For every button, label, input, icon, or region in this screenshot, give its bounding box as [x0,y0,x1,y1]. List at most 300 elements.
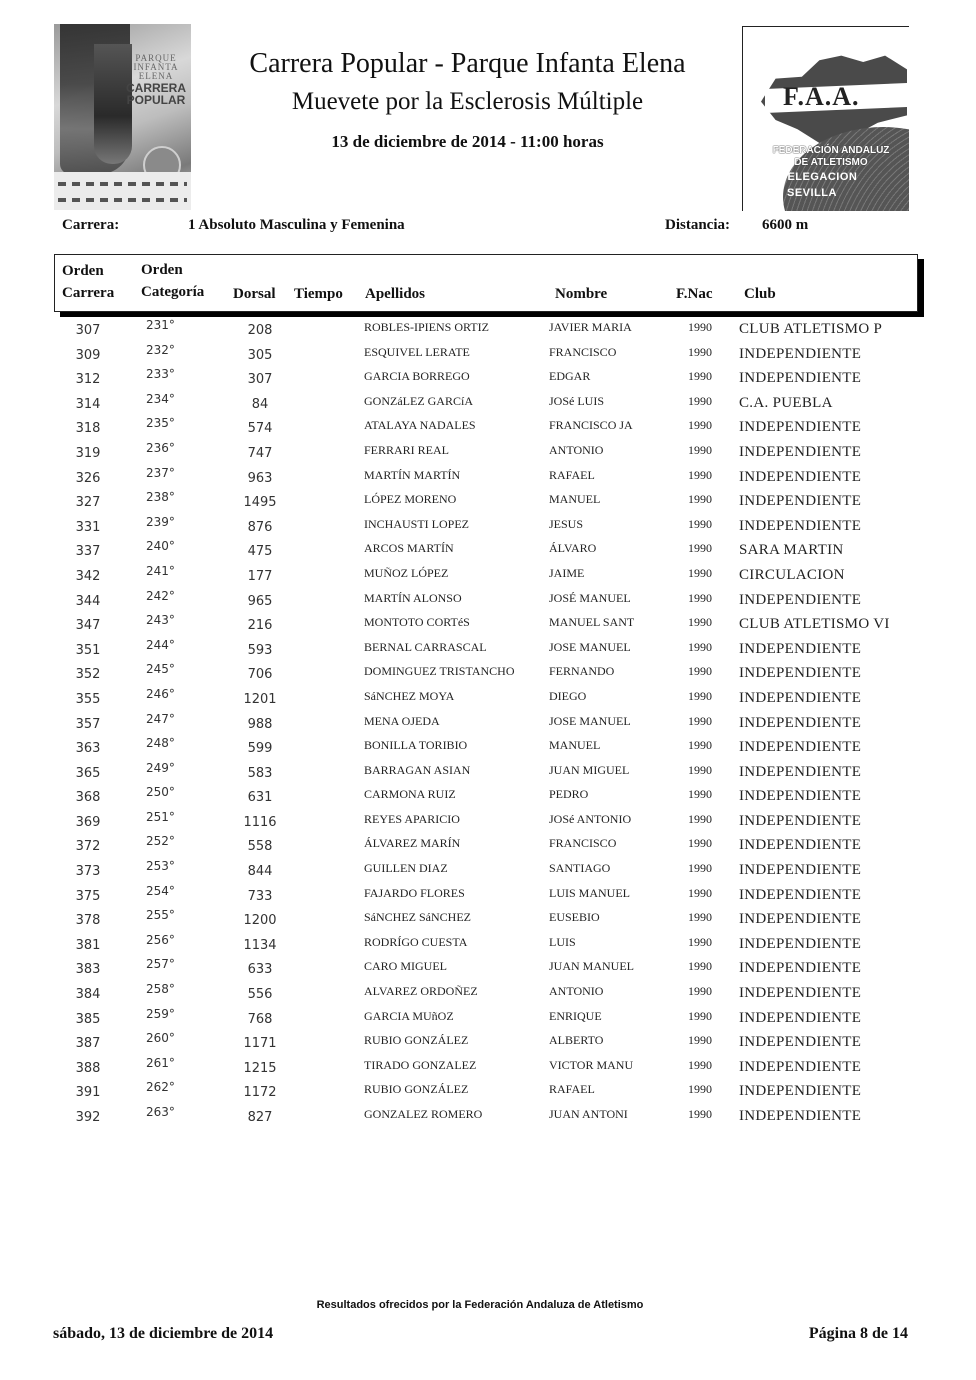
cell-fnac: 1990 [688,861,712,876]
cell-orden-categoria: 242° [146,588,175,603]
cell-club: INDEPENDIENTE [739,812,862,829]
cell-fnac: 1990 [688,590,712,605]
faa-line-3: DELEGACION [779,171,858,183]
cell-nombre: DIEGO [549,688,587,703]
cell-apellidos: GARCIA MUñOZ [364,1008,454,1023]
cell-fnac: 1990 [688,615,712,630]
cell-club: INDEPENDIENTE [739,689,862,706]
cell-fnac: 1990 [688,467,712,482]
cell-dorsal: 963 [247,470,273,486]
cell-orden-carrera: 383 [75,962,101,978]
cell-dorsal: 558 [247,839,273,855]
cell-dorsal: 747 [247,445,273,461]
carrera-label: Carrera: [62,217,120,233]
cell-dorsal: 876 [247,519,273,535]
column-header-line: Orden [62,263,104,279]
column-header-line: Carrera [62,285,115,301]
cell-orden-carrera: 381 [75,937,101,953]
cell-orden-carrera: 331 [75,519,101,535]
faa-logo [742,26,909,211]
cell-orden-categoria: 261° [146,1055,175,1070]
table-row [0,466,976,491]
cell-orden-carrera: 375 [75,888,101,904]
cell-apellidos: ATALAYA NADALES [364,418,476,433]
cell-dorsal: 633 [247,962,273,978]
cell-orden-categoria: 257° [146,957,175,972]
cell-orden-categoria: 246° [146,686,175,701]
cell-club: INDEPENDIENTE [739,1108,862,1124]
cell-nombre: JUAN MIGUEL [549,762,630,777]
table-row [0,736,976,761]
cell-orden-categoria: 263° [146,1105,175,1119]
cell-fnac: 1990 [688,1057,712,1072]
faa-acronym: F.A.A. [783,82,860,111]
table-row [0,933,976,958]
cell-apellidos: SáNCHEZ MOYA [364,688,455,703]
cell-apellidos: ALVAREZ ORDOÑEZ [364,984,478,999]
cell-fnac: 1990 [688,369,712,384]
cell-orden-categoria: 247° [146,711,175,726]
cell-nombre: SANTIAGO [549,861,611,876]
cell-apellidos: ARCOS MARTÍN [364,541,454,556]
cell-orden-carrera: 363 [75,741,101,757]
cell-apellidos: INCHAUSTI LOPEZ [364,516,469,531]
cell-fnac: 1990 [688,639,712,654]
cell-dorsal: 599 [247,741,273,757]
faa-federation-text [753,145,909,169]
table-row [0,982,976,1007]
cell-orden-carrera: 378 [75,913,101,929]
column-header-line: Orden [141,262,183,278]
column-header-tiempo: Tiempo [294,286,343,302]
poster-sponsor-strip [54,172,191,210]
cell-apellidos: TIRADO GONZALEZ [364,1057,477,1072]
cell-orden-carrera: 347 [75,618,101,634]
cell-nombre: ANTONIO [549,984,604,999]
cell-orden-carrera: 327 [75,495,101,511]
cell-apellidos: GONZáLEZ GARCíA [364,393,473,408]
cell-orden-categoria: 258° [146,982,175,997]
cell-apellidos: MONTOTO CORTéS [364,615,470,630]
cell-apellidos: GUILLEN DIAZ [364,861,448,876]
cell-dorsal: 177 [247,568,273,584]
cell-orden-carrera: 352 [75,667,101,683]
cell-club: INDEPENDIENTE [739,443,862,460]
cell-fnac: 1990 [688,393,712,408]
cell-nombre: FRANCISCO [549,344,617,359]
cell-fnac: 1990 [688,713,712,728]
cell-apellidos: CARMONA RUIZ [364,787,456,802]
cell-dorsal: 574 [247,421,273,437]
cell-nombre: FRANCISCO [549,836,617,851]
cell-fnac: 1990 [688,787,712,802]
cell-nombre: JOSE MANUEL [549,713,631,728]
cell-orden-categoria: 243° [146,613,175,628]
cell-orden-carrera: 357 [75,716,101,732]
cell-orden-carrera: 351 [75,642,101,658]
cell-club: INDEPENDIENTE [739,837,862,854]
cell-nombre: RAFAEL [549,467,595,482]
cell-orden-categoria: 232° [146,342,175,357]
cell-dorsal: 556 [247,987,273,1003]
cell-apellidos: BARRAGAN ASIAN [364,762,471,777]
cell-club: INDEPENDIENTE [739,665,862,682]
cell-nombre: VICTOR MANU [549,1057,634,1072]
cell-dorsal: 844 [247,864,273,880]
cell-orden-carrera: 342 [75,568,101,584]
table-row [0,343,976,368]
cell-orden-carrera: 387 [75,1036,101,1052]
cell-fnac: 1990 [688,836,712,851]
cell-orden-categoria: 240° [146,539,175,554]
table-row [0,490,976,515]
cell-apellidos: FAJARDO FLORES [364,885,465,900]
cell-apellidos: RUBIO GONZÁLEZ [364,1082,469,1097]
cell-club: INDEPENDIENTE [739,345,862,362]
cell-apellidos: RODRÍGO CUESTA [364,934,468,949]
table-row [0,884,976,909]
table-row [0,564,976,589]
cell-orden-categoria: 239° [146,514,175,529]
table-row [0,589,976,614]
cell-club: INDEPENDIENTE [739,862,862,879]
column-header-line: Categoría [141,284,205,300]
cell-dorsal: 1201 [243,691,277,707]
cell-nombre: RAFAEL [549,1082,595,1097]
cell-orden-carrera: 373 [75,864,101,880]
cell-dorsal: 1116 [243,814,277,830]
cell-fnac: 1990 [688,910,712,925]
cell-fnac: 1990 [688,418,712,433]
column-header-dorsal: Dorsal [233,286,276,302]
cell-orden-carrera: 392 [75,1110,101,1125]
cell-orden-carrera: 312 [75,372,101,388]
cell-dorsal: 631 [247,790,273,806]
cell-apellidos: LÓPEZ MORENO [364,492,457,507]
cell-club: CLUB ATLETISMO VI [739,616,890,633]
faa-line-2: DE ATLETISMO [794,157,868,168]
cell-orden-carrera: 344 [75,593,101,609]
cell-fnac: 1990 [688,565,712,580]
table-row [0,785,976,810]
cell-fnac: 1990 [688,934,712,949]
cell-club: INDEPENDIENTE [739,1058,862,1075]
cell-nombre: JUAN ANTONI [549,1107,628,1121]
cell-dorsal: 1200 [243,913,277,929]
cell-apellidos: BERNAL CARRASCAL [364,639,487,654]
cell-orden-categoria: 234° [146,391,175,406]
table-row [0,1105,976,1130]
cell-nombre: JOSé ANTONIO [549,811,632,826]
cell-club: INDEPENDIENTE [739,886,862,903]
cell-dorsal: 988 [247,716,273,732]
cell-fnac: 1990 [688,811,712,826]
cell-club: INDEPENDIENTE [739,1083,862,1100]
cell-club: INDEPENDIENTE [739,370,862,387]
cell-orden-categoria: 259° [146,1006,175,1021]
cell-nombre: FRANCISCO JA [549,418,633,433]
cell-dorsal: 827 [247,1110,273,1125]
cell-dorsal: 216 [247,618,273,634]
cell-apellidos: MUÑOZ LÓPEZ [364,565,449,580]
cell-dorsal: 593 [247,642,273,658]
cell-fnac: 1990 [688,442,712,457]
cell-club: INDEPENDIENTE [739,468,862,485]
cell-apellidos: BONILLA TORIBIO [364,738,468,753]
cell-dorsal: 305 [247,347,273,363]
cell-apellidos: GARCIA BORREGO [364,369,470,384]
cell-club: INDEPENDIENTE [739,493,862,510]
cell-dorsal: 583 [247,765,273,781]
cell-orden-carrera: 319 [75,445,101,461]
cell-orden-carrera: 384 [75,987,101,1003]
cell-fnac: 1990 [688,1008,712,1023]
cell-orden-carrera: 307 [75,323,101,338]
cell-orden-carrera: 318 [75,421,101,437]
cell-fnac: 1990 [688,738,712,753]
cell-fnac: 1990 [688,959,712,974]
table-row [0,318,976,343]
page-subtitle: Muevete por la Esclerosis Múltiple [291,88,644,115]
cell-dorsal: 475 [247,544,273,560]
sponsor-logos-row [58,182,187,186]
table-header [54,254,918,312]
column-header-club: Club [744,286,776,302]
cell-fnac: 1990 [688,762,712,777]
cell-apellidos: ÁLVAREZ MARÍN [364,836,461,851]
cell-dorsal: 1215 [243,1060,277,1076]
cell-apellidos: DOMINGUEZ TRISTANCHO [364,664,515,679]
cell-nombre: ALBERTO [549,1033,604,1048]
cell-dorsal: 965 [247,593,273,609]
cell-nombre: MANUEL [549,492,601,507]
cell-club: INDEPENDIENTE [739,1034,862,1051]
column-header-apellidos: Apellidos [365,286,426,302]
cell-nombre: MANUEL SANT [549,615,635,630]
footer-credit: Resultados ofrecidos por la Federación Andaluza de Atletismo [316,1299,644,1311]
cell-fnac: 1990 [688,1033,712,1048]
cell-fnac: 1990 [688,1082,712,1097]
table-row [0,441,976,466]
carrera-value: 1 Absoluto Masculina y Femenina [188,217,405,233]
cell-club: INDEPENDIENTE [739,911,862,928]
cell-orden-carrera: 372 [75,839,101,855]
results-table-body [0,318,976,1130]
cell-apellidos: MARTÍN ALONSO [364,590,462,605]
column-header-nombre: Nombre [555,286,608,302]
cell-orden-categoria: 262° [146,1080,175,1095]
table-row [0,687,976,712]
cell-orden-categoria: 231° [146,318,175,332]
table-row [0,834,976,859]
cell-orden-categoria: 244° [146,637,175,652]
cell-orden-carrera: 314 [75,396,101,412]
cell-club: INDEPENDIENTE [739,763,862,780]
cell-apellidos: ROBLES-IPIENS ORTIZ [364,320,489,334]
cell-club: INDEPENDIENTE [739,739,862,756]
cell-fnac: 1990 [688,664,712,679]
cell-orden-categoria: 245° [146,662,175,677]
cell-orden-categoria: 250° [146,785,175,800]
cell-apellidos: FERRARI REAL [364,442,450,457]
column-header-orden-carrera [62,260,114,304]
column-header-fnac: F.Nac [676,286,713,302]
cell-dorsal: 84 [251,396,269,412]
table-row [0,515,976,540]
cell-apellidos: CARO MIGUEL [364,959,447,974]
cell-dorsal: 307 [247,372,273,388]
cell-club: INDEPENDIENTE [739,935,862,952]
cell-nombre: JESUS [549,516,584,531]
cell-fnac: 1990 [688,1107,712,1121]
cell-orden-categoria: 255° [146,908,175,923]
cell-orden-carrera: 368 [75,790,101,806]
cell-orden-categoria: 253° [146,859,175,874]
cell-fnac: 1990 [688,516,712,531]
cell-fnac: 1990 [688,492,712,507]
table-row [0,712,976,737]
cell-club: INDEPENDIENTE [739,419,862,436]
event-poster-image [54,24,191,210]
cell-orden-carrera: 388 [75,1060,101,1076]
cell-apellidos: MARTÍN MARTÍN [364,467,461,482]
distancia-value: 6600 m [762,217,809,233]
poster-park-name: PARQUE INFANTA ELENA [133,53,179,81]
faa-line-1: FEDERACIÓN ANDALUZ [772,145,890,156]
cell-nombre: EDGAR [549,369,591,384]
cell-club: C.A. PUEBLA [739,394,833,411]
cell-orden-categoria: 238° [146,490,175,505]
table-row [0,761,976,786]
table-row [0,638,976,663]
cell-apellidos: REYES APARICIO [364,811,460,826]
cell-orden-categoria: 260° [146,1031,175,1046]
cell-club: INDEPENDIENTE [739,591,862,608]
cell-club: INDEPENDIENTE [739,1009,862,1026]
table-row [0,1080,976,1105]
cell-fnac: 1990 [688,344,712,359]
cell-nombre: FERNANDO [549,664,615,679]
cell-fnac: 1990 [688,541,712,556]
table-row [0,392,976,417]
column-header-orden-categoria [141,259,204,303]
table-row [0,1056,976,1081]
cell-dorsal: 1134 [243,937,277,953]
cell-nombre: ÁLVARO [549,541,597,556]
cell-orden-carrera: 326 [75,470,101,486]
cell-nombre: JOSÉ MANUEL [549,590,631,605]
cell-orden-categoria: 241° [146,563,175,578]
cell-club: INDEPENDIENTE [739,985,862,1002]
cell-nombre: EUSEBIO [549,910,600,925]
cell-fnac: 1990 [688,984,712,999]
table-row [0,613,976,638]
faa-line-4: SEVILLA [787,187,837,199]
poster-race-name: CARRERA POPULAR [126,81,186,107]
cell-apellidos: SáNCHEZ SáNCHEZ [364,910,471,925]
cell-club: INDEPENDIENTE [739,640,862,657]
distancia-label: Distancia: [665,217,730,233]
cell-club: INDEPENDIENTE [739,788,862,805]
cell-club: SARA MARTIN [739,542,844,559]
table-row [0,810,976,835]
table-row [0,662,976,687]
cell-nombre: JOSé LUIS [549,393,605,408]
cell-orden-categoria: 254° [146,883,175,898]
cell-club: INDEPENDIENTE [739,517,862,534]
cell-nombre: JOSE MANUEL [549,639,631,654]
cell-fnac: 1990 [688,320,712,334]
table-row [0,1007,976,1032]
table-row [0,957,976,982]
table-row [0,908,976,933]
cell-fnac: 1990 [688,688,712,703]
cell-dorsal: 706 [247,667,273,683]
cell-orden-carrera: 365 [75,765,101,781]
cell-orden-carrera: 385 [75,1011,101,1027]
cell-apellidos: MENA OJEDA [364,713,440,728]
cell-orden-categoria: 236° [146,440,175,455]
cell-apellidos: RUBIO GONZÁLEZ [364,1033,469,1048]
cell-nombre: LUIS MANUEL [549,885,630,900]
cell-orden-categoria: 251° [146,809,175,824]
cell-apellidos: GONZALEZ ROMERO [364,1107,483,1121]
sponsor-logos-row [58,198,187,202]
cell-orden-carrera: 369 [75,814,101,830]
cell-apellidos: ESQUIVEL LERATE [364,344,470,359]
cell-dorsal: 1171 [243,1036,277,1052]
cell-orden-categoria: 256° [146,932,175,947]
cell-orden-categoria: 252° [146,834,175,849]
cell-orden-categoria: 235° [146,416,175,431]
cell-dorsal: 1172 [243,1085,277,1101]
cell-orden-categoria: 233° [146,367,175,382]
cell-orden-carrera: 337 [75,544,101,560]
cell-nombre: JAIME [549,565,585,580]
cell-orden-carrera: 309 [75,347,101,363]
footer-page-number: Página 8 de 14 [808,1325,908,1342]
table-row [0,416,976,441]
event-date-time: 13 de diciembre de 2014 - 11:00 horas [331,132,604,151]
cell-orden-carrera: 355 [75,691,101,707]
cell-fnac: 1990 [688,885,712,900]
table-row [0,1031,976,1056]
table-row [0,367,976,392]
cell-nombre: JUAN MANUEL [549,959,634,974]
cell-dorsal: 733 [247,888,273,904]
faa-delegation-text [779,169,857,201]
footer-date: sábado, 13 de diciembre de 2014 [53,1325,274,1342]
cell-club: CIRCULACION [739,566,845,583]
cell-nombre: ENRIQUE [549,1008,602,1023]
cell-nombre: LUIS [549,934,576,949]
cell-dorsal: 768 [247,1011,273,1027]
cell-nombre: MANUEL [549,738,601,753]
cell-club: INDEPENDIENTE [739,960,862,977]
cell-dorsal: 208 [247,323,273,338]
cell-nombre: ANTONIO [549,442,604,457]
cell-dorsal: 1495 [243,495,277,511]
table-row [0,859,976,884]
cell-orden-categoria: 237° [146,465,175,480]
cell-orden-categoria: 249° [146,760,175,775]
cell-club: INDEPENDIENTE [739,714,862,731]
cell-orden-carrera: 391 [75,1085,101,1101]
cell-nombre: PEDRO [549,787,589,802]
cell-club: CLUB ATLETISMO P [739,321,883,337]
cell-nombre: JAVIER MARIA [549,320,632,334]
table-row [0,539,976,564]
